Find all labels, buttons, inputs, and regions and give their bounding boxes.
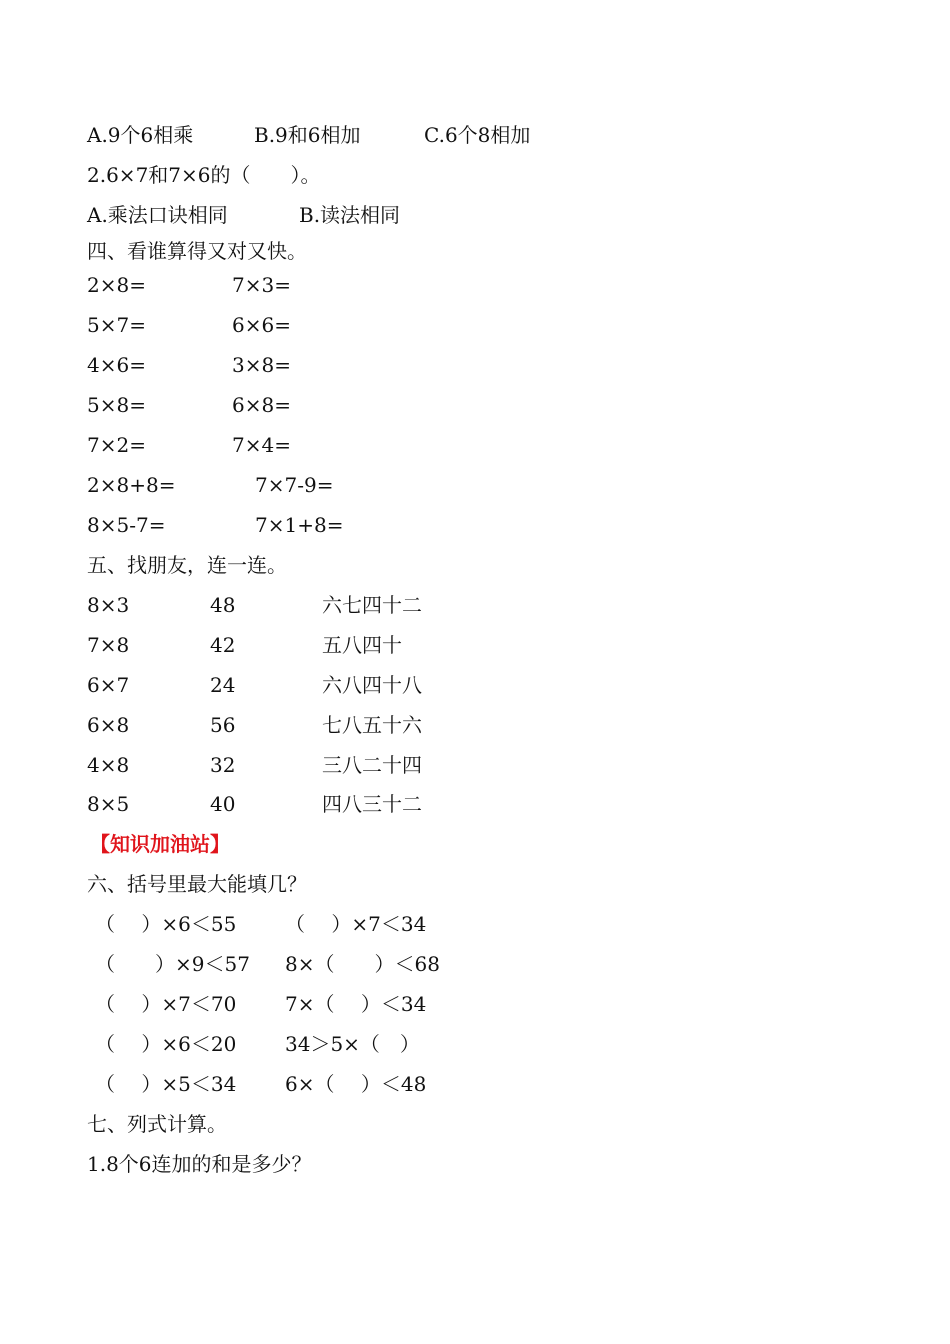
q1-option-a: A.9个6相乘 (87, 123, 194, 147)
calc-item: 7×1+8= (255, 513, 344, 537)
calc-item: 2×8+8= (87, 473, 176, 497)
match-rhyme: 六七四十二 (322, 593, 422, 617)
match-expression: 6×8 (87, 713, 130, 737)
q2-option-b: B.读法相同 (299, 203, 401, 227)
section6-title: 六、括号里最大能填几？ (87, 872, 307, 896)
fill-item: 34＞5×（ ） (285, 1032, 420, 1056)
fill-item: （ ）×7＜34 (285, 912, 427, 936)
q1-option-c: C.6个8相加 (424, 123, 531, 147)
match-expression: 6×7 (87, 673, 130, 697)
calc-item: 7×3= (232, 273, 291, 297)
section7-question-1: 1.8个6连加的和是多少？ (87, 1152, 312, 1176)
fill-item: （ ）×5＜34 (95, 1072, 237, 1096)
match-expression: 8×3 (87, 593, 130, 617)
calc-item: 8×5-7= (87, 513, 166, 537)
calc-item: 6×8= (232, 393, 291, 417)
match-rhyme: 四八三十二 (322, 792, 422, 816)
match-rhyme: 五八四十 (322, 633, 402, 657)
calc-item: 7×7-9= (255, 473, 334, 497)
fill-item: （ ）×6＜55 (95, 912, 237, 936)
calc-item: 2×8= (87, 273, 146, 297)
calc-item: 3×8= (232, 353, 291, 377)
match-product: 32 (210, 753, 236, 777)
fill-item: 8×（ ）＜68 (285, 952, 440, 976)
match-expression: 7×8 (87, 633, 130, 657)
section7-title: 七、列式计算。 (87, 1112, 227, 1136)
q2-question: 2.6×7和7×6的（ ）。 (87, 163, 321, 187)
q1-option-b: B.9和6相加 (254, 123, 361, 147)
q2-option-a: A.乘法口诀相同 (87, 203, 228, 227)
match-product: 48 (210, 593, 236, 617)
calc-item: 5×8= (87, 393, 146, 417)
match-expression: 8×5 (87, 792, 130, 816)
section5-title: 五、找朋友，连一连。 (87, 553, 287, 577)
match-product: 56 (210, 713, 236, 737)
match-rhyme: 三八二十四 (322, 753, 422, 777)
match-product: 40 (210, 792, 236, 816)
calc-item: 6×6= (232, 313, 291, 337)
match-product: 42 (210, 633, 236, 657)
calc-item: 7×4= (232, 433, 291, 457)
fill-item: （ ）×9＜57 (95, 952, 250, 976)
fill-item: 7×（ ）＜34 (285, 992, 427, 1016)
fill-item: （ ）×6＜20 (95, 1032, 237, 1056)
section4-title: 四、看谁算得又对又快。 (87, 239, 307, 263)
fill-item: （ ）×7＜70 (95, 992, 237, 1016)
match-expression: 4×8 (87, 753, 130, 777)
calc-item: 5×7= (87, 313, 146, 337)
fill-item: 6×（ ）＜48 (285, 1072, 427, 1096)
calc-item: 7×2= (87, 433, 146, 457)
match-rhyme: 七八五十六 (322, 713, 422, 737)
calc-item: 4×6= (87, 353, 146, 377)
match-rhyme: 六八四十八 (322, 673, 422, 697)
knowledge-heading: 【知识加油站】 (90, 832, 230, 856)
match-product: 24 (210, 673, 236, 697)
